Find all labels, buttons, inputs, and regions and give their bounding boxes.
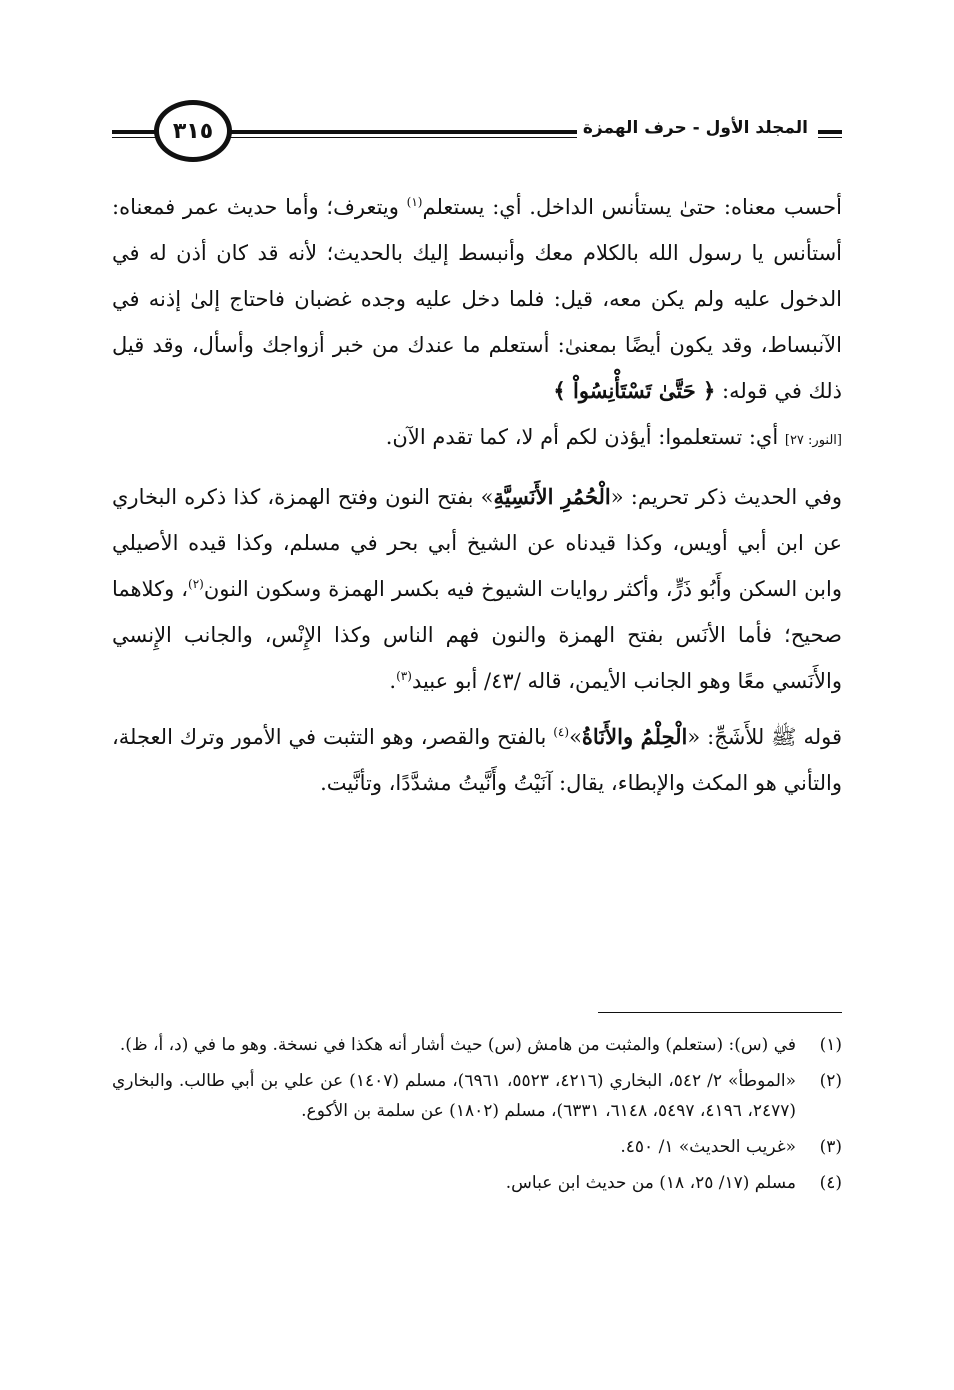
hadith-term: الْحُمُرِ الأَنَسِيَّةِ xyxy=(493,484,611,509)
footnote-text: مسلم (١٧/ ٢٥، ١٨) من حديث ابن عباس. xyxy=(505,1173,796,1193)
text-span: وفي الحديث ذكر تحريم: « xyxy=(610,485,843,509)
text-span: » xyxy=(569,725,582,749)
footnote-number: (٢) xyxy=(819,1071,842,1091)
footnote xyxy=(112,1168,842,1198)
main-text xyxy=(112,184,842,816)
text-span: قوله ﷺ للأَشَجِّ: « xyxy=(687,725,842,749)
header-rule xyxy=(818,130,842,134)
text-span: » بفتح النون وفتح الهمزة، كذا ذكره البخاري عن ابن أبي أويس، وكذا قيدناه عن الشيخ أبي بحر في مسلم، وكذا قيده الأصيلي وابن السكن وأَبُو ذَرٍّ، وأكثر روايات الشيوخ فيه بكسر الهمزة وسكون النون xyxy=(112,485,842,601)
verse-reference: [النور: ٢٧] xyxy=(784,433,842,448)
text-span: أي: تستعلموا: أيؤذن لكم أم لا، كما تقدم الآن. xyxy=(385,425,785,449)
header-rule-thin xyxy=(818,137,842,138)
footnote-number: (٣) xyxy=(819,1137,842,1157)
footnote xyxy=(112,1030,842,1060)
footnote-text: في (س): (ستعلم) والمثبت من هامش (س) حيث أشار أنه هكذا في نسخة. وهو ما في (د، أ، ظ). xyxy=(119,1035,796,1055)
paragraph-3 xyxy=(112,714,842,806)
text-span: . xyxy=(389,669,397,693)
footnote xyxy=(112,1132,842,1162)
footnote-separator xyxy=(598,1012,842,1013)
page-header xyxy=(112,100,842,168)
hadith-term: الْحِلْمُ والأَنَاةُ xyxy=(581,724,688,749)
footnote-ref: (٤) xyxy=(553,725,570,739)
header-rule xyxy=(112,130,156,134)
footnote-ref: (٣) xyxy=(396,669,412,683)
header-rule-thin xyxy=(112,137,156,138)
page-number: ٣١٥ xyxy=(154,100,232,162)
footnote-number: (٤) xyxy=(819,1173,842,1193)
paragraph-2 xyxy=(112,474,842,704)
text-span: بالفتح والقصر، وهو التثبت في الأمور وترك العجلة، والتأني هو المكث والإبطاء، يقال: آنَيْتُ وأَنَّيتُ مشدَّدًا، وتأنَّيت. xyxy=(112,725,842,795)
text-span: أحسب معناه: حتىٰ يستأنس الداخل. أي: يستعلم xyxy=(422,195,842,219)
running-title: المجلد الأول - حرف الهمزة xyxy=(577,118,814,138)
paragraph-1 xyxy=(112,184,842,464)
text-span: ويتعرف؛ وأما حديث عمر فمعناه: أستأنس يا رسول الله بالكلام معك وأنبسط إليك بالحديث؛ لأنه قد كان أذن له في الدخول عليه ولم يكن معه، قيل: فلما دخل عليه وجده غضبان فاحتاج إلىٰ إذنه في الآنبساط، وقد يكون أيضًا بمعنىٰ: أستعلم ما عندك من خبر أزواجك وأسأل، وقد قيل ذلك في قوله: xyxy=(112,195,842,403)
footnote-text: «غريب الحديث» ١/ ٤٥٠. xyxy=(620,1137,796,1157)
quran-verse: ﴿ حَتَّىٰ تَسْتَأْنِسُواْ ﴾ xyxy=(553,378,716,403)
footnote-number: (١) xyxy=(819,1035,842,1055)
footnote-text: «الموطأ» ٢/ ٥٤٢، البخاري (٤٢١٦، ٥٥٢٣، ٦٩٦١)، مسلم (١٤٠٧) عن علي بن أبي طالب. والبخاري (٢٤٧٧، ٤١٩٦، ٥٤٩٧، ٦١٤٨، ٦٣٣١)، مسلم (١٨٠٢) عن سلمة بن الأكوع. xyxy=(112,1071,797,1121)
footnote-ref: (١) xyxy=(406,195,423,209)
text-span: ، وكلاهما صحيح؛ فأما الأنَس بفتح الهمزة والنون فهم الناس وكذا الإِنْس، والجانب الإِنسي والأَنَسي معًا وهو الجانب الأيمن، قاله /٤٣/ أبو عبيد xyxy=(112,577,842,693)
footnote xyxy=(112,1066,842,1126)
footnotes xyxy=(112,1030,842,1204)
footnote-ref: (٢) xyxy=(188,577,204,591)
